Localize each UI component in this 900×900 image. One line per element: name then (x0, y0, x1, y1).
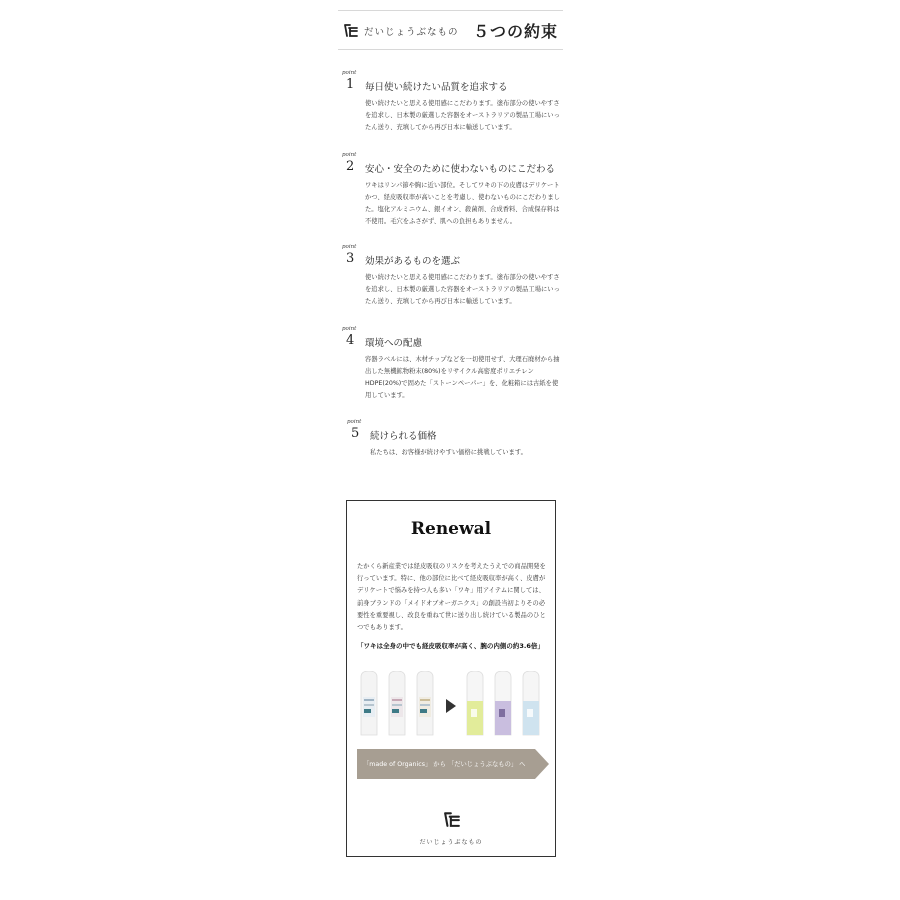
renewal-paragraph: たかくら新産業では経皮吸収のリスクを考えたうえでの商品開発を行っています。特に、他の部位に比べて経皮吸収率が高く、皮膚がデリケートで悩みを持つ人も多い「ワキ」用アイテムに関しては、前身ブランドの「メイドオブオーガニクス」の創設当初よりその必要性を重要視し、改良を重ねて世に送り出し続けている製品のひとつでもあります。 (357, 563, 546, 632)
point-title: 環境への配慮 (365, 338, 423, 349)
point-title: 続けられる価格 (370, 431, 437, 442)
renewal-card (346, 500, 556, 857)
section-header (338, 10, 563, 50)
footer-brand-name: だいじょうぶなもの (419, 839, 483, 846)
point-number: 4 (346, 333, 355, 348)
renewal-lead: 「ワキは全身の中でも経皮吸収率が高く、腕の内側の約3.6倍」 (357, 642, 544, 650)
point-title: 毎日使い続けたい品質を追求する (365, 82, 508, 93)
renewal-banner (357, 749, 549, 779)
brand-name: だいじょうぶなもの (364, 27, 459, 38)
brand-logo-icon (344, 22, 358, 38)
point-label: point (342, 326, 357, 332)
point-body: ワキはリンパ節や胸に近い部位。そしてワキの下の皮膚はデリケートかつ、経皮吸収率が高いことを考慮し、使わないものにこだわりました。塩化アルミニウム、銀イオン、殺菌剤、合成香料、合成保存料は不使用。毛穴をふさがず、肌への負担もありません。 (365, 182, 560, 225)
old-product-1 (361, 671, 377, 735)
point-title: 効果があるものを選ぶ (365, 256, 461, 267)
point-body: 使い続けたいと思える使用感にこだわります。塗布部分の使いやすさを追求し、日本製の厳選した容器をオーストラリアの製品工場にいったん送り、充填してから再び日本に輸送しています。 (365, 274, 560, 305)
point-label: point (342, 152, 357, 158)
product-comparison-image (357, 671, 549, 741)
point-label: point (342, 70, 357, 76)
point-body: 容器ラベルには、木材チップなどを一切使用せず、大理石廃材から抽出した無機鉱物粉末(80%)をリサイクル高密度ポリエチレンHDPE(20%)で固めた「ストーンペーパー」を、化粧箱には古紙を使用しています。 (365, 356, 560, 399)
old-product-3 (417, 671, 433, 735)
point-number: 2 (346, 159, 355, 174)
renewal-title: Renewal (410, 519, 492, 539)
point-number: 5 (351, 426, 360, 441)
arrow-right-icon (446, 699, 456, 713)
point-label: point (342, 244, 357, 250)
page-title: ５つの約束 (473, 22, 559, 41)
banner-text: 「made of Organics」 から 「だいじょうぶなもの」 へ (363, 761, 526, 768)
new-product-1 (467, 671, 483, 735)
point-number: 1 (346, 77, 355, 92)
point-body: 使い続けたいと思える使用感にこだわります。塗布部分の使いやすさを追求し、日本製の厳選した容器をオーストラリアの製品工場にいったん送り、充填してから再び日本に輸送しています。 (365, 100, 560, 131)
brand-logo-icon (444, 809, 460, 829)
point-label: point (347, 419, 362, 425)
point-number: 3 (346, 251, 355, 266)
new-product-3 (523, 671, 539, 735)
old-product-2 (389, 671, 405, 735)
new-product-2 (495, 671, 511, 735)
point-title: 安心・安全のために使わないものにこだわる (365, 164, 556, 175)
point-body: 私たちは、お客様が続けやすい価格に挑戦しています。 (370, 449, 527, 456)
